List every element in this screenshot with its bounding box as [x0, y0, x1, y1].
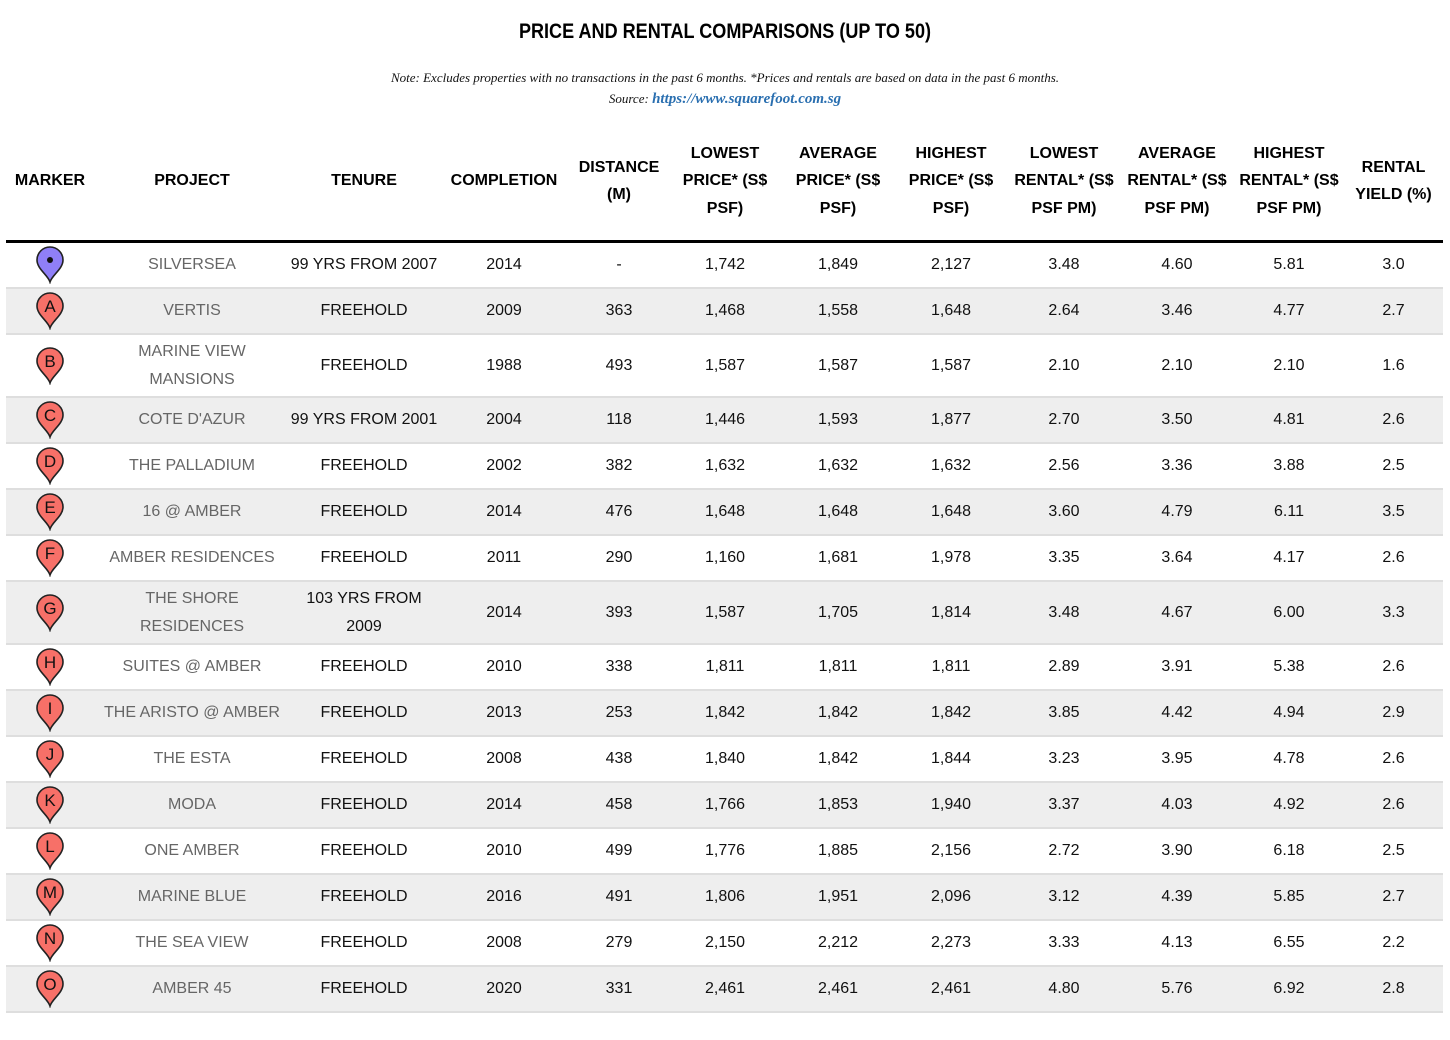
cell-project: AMBER RESIDENCES — [94, 535, 290, 581]
cell-average-rental: 3.91 — [1120, 644, 1234, 690]
cell-rental-yield: 3.3 — [1344, 581, 1443, 644]
table-row — [6, 920, 1443, 966]
comparison-table — [6, 122, 1443, 1013]
marker-cell — [6, 644, 94, 690]
cell-completion: 2011 — [438, 535, 570, 581]
cell-highest-price: 1,814 — [894, 581, 1008, 644]
cell-completion: 1988 — [438, 334, 570, 397]
marker-cell — [6, 242, 94, 289]
cell-completion: 2010 — [438, 828, 570, 874]
header-distance: DISTANCE (M) — [570, 122, 668, 242]
header-project: PROJECT — [94, 122, 290, 242]
cell-lowest-price: 1,632 — [668, 443, 782, 489]
cell-rental-yield: 2.5 — [1344, 443, 1443, 489]
marker-letter: A — [44, 297, 56, 316]
cell-lowest-price: 1,648 — [668, 489, 782, 535]
cell-project: THE ESTA — [94, 736, 290, 782]
marker-cell — [6, 334, 94, 397]
header-average-price: AVERAGE PRICE* (S$ PSF) — [782, 122, 894, 242]
cell-highest-price: 1,587 — [894, 334, 1008, 397]
cell-lowest-rental: 2.56 — [1008, 443, 1120, 489]
marker-letter: H — [43, 653, 57, 672]
cell-highest-rental: 6.55 — [1234, 920, 1344, 966]
cell-lowest-price: 1,160 — [668, 535, 782, 581]
table-row — [6, 443, 1443, 489]
marker-letter: C — [43, 406, 57, 425]
cell-highest-price: 1,632 — [894, 443, 1008, 489]
cell-highest-price: 2,127 — [894, 242, 1008, 289]
cell-highest-price: 2,273 — [894, 920, 1008, 966]
marker-letter: J — [45, 745, 55, 764]
map-pin-icon[interactable] — [35, 594, 65, 632]
table-row — [6, 828, 1443, 874]
cell-highest-rental: 4.17 — [1234, 535, 1344, 581]
marker-letter: E — [44, 498, 56, 517]
marker-letter: L — [45, 837, 55, 856]
cell-average-rental: 3.64 — [1120, 535, 1234, 581]
cell-lowest-rental: 3.60 — [1008, 489, 1120, 535]
cell-distance: 118 — [570, 397, 668, 443]
cell-rental-yield: 2.5 — [1344, 828, 1443, 874]
marker-cell — [6, 874, 94, 920]
page-title: PRICE AND RENTAL COMPARISONS (UP TO 50) — [518, 20, 932, 43]
cell-highest-price: 1,978 — [894, 535, 1008, 581]
cell-average-price: 1,632 — [782, 443, 894, 489]
cell-lowest-rental: 2.89 — [1008, 644, 1120, 690]
cell-highest-rental: 5.38 — [1234, 644, 1344, 690]
cell-average-price: 2,461 — [782, 966, 894, 1012]
cell-completion: 2014 — [438, 242, 570, 289]
table-row — [6, 736, 1443, 782]
cell-lowest-price: 1,776 — [668, 828, 782, 874]
subject-pin-icon[interactable] — [35, 246, 65, 284]
marker-letter: O — [43, 975, 57, 994]
cell-project: MODA — [94, 782, 290, 828]
header-highest-price: HIGHEST PRICE* (S$ PSF) — [894, 122, 1008, 242]
table-row — [6, 690, 1443, 736]
table-row — [6, 782, 1443, 828]
cell-tenure: 99 YRS FROM 2007 — [290, 242, 438, 289]
cell-highest-price: 1,811 — [894, 644, 1008, 690]
marker-letter: D — [43, 452, 57, 471]
cell-lowest-rental: 2.10 — [1008, 334, 1120, 397]
cell-tenure: FREEHOLD — [290, 782, 438, 828]
cell-distance: 491 — [570, 874, 668, 920]
map-pin-icon[interactable] — [35, 832, 65, 870]
marker-letter: I — [47, 699, 53, 718]
cell-rental-yield: 3.0 — [1344, 242, 1443, 289]
table-row — [6, 644, 1443, 690]
cell-highest-price: 2,156 — [894, 828, 1008, 874]
cell-highest-price: 2,461 — [894, 966, 1008, 1012]
map-pin-icon[interactable] — [35, 648, 65, 686]
header-marker: MARKER — [6, 122, 94, 242]
cell-rental-yield: 2.6 — [1344, 535, 1443, 581]
cell-average-price: 1,705 — [782, 581, 894, 644]
cell-tenure: FREEHOLD — [290, 535, 438, 581]
marker-cell — [6, 920, 94, 966]
cell-highest-rental: 4.77 — [1234, 288, 1344, 334]
cell-lowest-price: 2,150 — [668, 920, 782, 966]
cell-completion: 2010 — [438, 644, 570, 690]
cell-average-price: 1,587 — [782, 334, 894, 397]
cell-average-rental: 4.42 — [1120, 690, 1234, 736]
cell-rental-yield: 2.6 — [1344, 644, 1443, 690]
cell-rental-yield: 2.9 — [1344, 690, 1443, 736]
cell-highest-rental: 4.94 — [1234, 690, 1344, 736]
cell-distance: 476 — [570, 489, 668, 535]
table-body — [6, 242, 1443, 1013]
table-header-row — [6, 122, 1443, 242]
cell-lowest-rental: 3.37 — [1008, 782, 1120, 828]
marker-cell — [6, 489, 94, 535]
cell-rental-yield: 2.7 — [1344, 288, 1443, 334]
cell-lowest-rental: 3.48 — [1008, 581, 1120, 644]
cell-tenure: FREEHOLD — [290, 288, 438, 334]
cell-distance: 253 — [570, 690, 668, 736]
cell-lowest-price: 1,806 — [668, 874, 782, 920]
cell-rental-yield: 2.8 — [1344, 966, 1443, 1012]
header-tenure: TENURE — [290, 122, 438, 242]
cell-average-price: 1,811 — [782, 644, 894, 690]
map-pin-icon[interactable] — [35, 347, 65, 385]
cell-tenure: FREEHOLD — [290, 443, 438, 489]
cell-highest-rental: 4.81 — [1234, 397, 1344, 443]
cell-lowest-rental: 2.64 — [1008, 288, 1120, 334]
cell-highest-rental: 6.18 — [1234, 828, 1344, 874]
cell-rental-yield: 2.2 — [1344, 920, 1443, 966]
cell-lowest-rental: 3.48 — [1008, 242, 1120, 289]
cell-highest-price: 1,842 — [894, 690, 1008, 736]
cell-tenure: FREEHOLD — [290, 920, 438, 966]
cell-tenure: 99 YRS FROM 2001 — [290, 397, 438, 443]
cell-project: MARINE VIEW MANSIONS — [94, 334, 290, 397]
cell-project: THE SEA VIEW — [94, 920, 290, 966]
cell-lowest-price: 1,811 — [668, 644, 782, 690]
cell-project: VERTIS — [94, 288, 290, 334]
cell-distance: 499 — [570, 828, 668, 874]
marker-letter: N — [43, 929, 57, 948]
cell-lowest-price: 1,587 — [668, 334, 782, 397]
cell-average-price: 1,842 — [782, 690, 894, 736]
cell-tenure: 103 YRS FROM 2009 — [290, 581, 438, 644]
cell-distance: 458 — [570, 782, 668, 828]
cell-completion: 2014 — [438, 782, 570, 828]
table-row — [6, 288, 1443, 334]
source-line — [0, 90, 1450, 108]
cell-rental-yield: 1.6 — [1344, 334, 1443, 397]
cell-average-price: 1,648 — [782, 489, 894, 535]
cell-average-price: 1,558 — [782, 288, 894, 334]
cell-highest-price: 1,648 — [894, 288, 1008, 334]
cell-distance: 382 — [570, 443, 668, 489]
cell-highest-price: 1,844 — [894, 736, 1008, 782]
cell-highest-price: 2,096 — [894, 874, 1008, 920]
map-pin-icon[interactable] — [35, 539, 65, 577]
map-pin-icon[interactable] — [35, 924, 65, 962]
cell-distance: 438 — [570, 736, 668, 782]
cell-distance: 493 — [570, 334, 668, 397]
cell-average-rental: 3.95 — [1120, 736, 1234, 782]
cell-lowest-price: 1,446 — [668, 397, 782, 443]
cell-highest-rental: 3.88 — [1234, 443, 1344, 489]
map-pin-icon[interactable] — [35, 447, 65, 485]
table-row — [6, 489, 1443, 535]
cell-project: 16 @ AMBER — [94, 489, 290, 535]
cell-lowest-rental: 3.85 — [1008, 690, 1120, 736]
map-pin-icon[interactable] — [35, 292, 65, 330]
cell-highest-rental: 2.10 — [1234, 334, 1344, 397]
marker-letter: F — [44, 544, 56, 563]
cell-average-rental: 4.60 — [1120, 242, 1234, 289]
cell-lowest-rental: 3.33 — [1008, 920, 1120, 966]
cell-average-rental: 4.13 — [1120, 920, 1234, 966]
cell-completion: 2009 — [438, 288, 570, 334]
cell-lowest-price: 1,742 — [668, 242, 782, 289]
cell-lowest-price: 2,461 — [668, 966, 782, 1012]
cell-highest-price: 1,648 — [894, 489, 1008, 535]
cell-completion: 2014 — [438, 489, 570, 535]
marker-cell — [6, 288, 94, 334]
cell-tenure: FREEHOLD — [290, 489, 438, 535]
cell-rental-yield: 2.6 — [1344, 782, 1443, 828]
cell-completion: 2002 — [438, 443, 570, 489]
marker-cell — [6, 690, 94, 736]
cell-completion: 2016 — [438, 874, 570, 920]
cell-tenure: FREEHOLD — [290, 966, 438, 1012]
cell-completion: 2020 — [438, 966, 570, 1012]
cell-completion: 2014 — [438, 581, 570, 644]
cell-average-price: 1,842 — [782, 736, 894, 782]
cell-average-price: 2,212 — [782, 920, 894, 966]
cell-average-price: 1,885 — [782, 828, 894, 874]
marker-cell — [6, 581, 94, 644]
cell-lowest-rental: 2.70 — [1008, 397, 1120, 443]
cell-project: AMBER 45 — [94, 966, 290, 1012]
table-row — [6, 334, 1443, 397]
cell-tenure: FREEHOLD — [290, 874, 438, 920]
cell-highest-price: 1,940 — [894, 782, 1008, 828]
cell-lowest-rental: 2.72 — [1008, 828, 1120, 874]
cell-highest-rental: 4.92 — [1234, 782, 1344, 828]
map-pin-icon[interactable] — [35, 694, 65, 732]
header-lowest-price: LOWEST PRICE* (S$ PSF) — [668, 122, 782, 242]
cell-project: SUITES @ AMBER — [94, 644, 290, 690]
cell-average-price: 1,593 — [782, 397, 894, 443]
cell-lowest-rental: 4.80 — [1008, 966, 1120, 1012]
cell-average-rental: 3.90 — [1120, 828, 1234, 874]
map-pin-icon[interactable] — [35, 970, 65, 1008]
cell-highest-rental: 6.92 — [1234, 966, 1344, 1012]
cell-lowest-rental: 3.23 — [1008, 736, 1120, 782]
cell-highest-price: 1,877 — [894, 397, 1008, 443]
table-row — [6, 242, 1443, 289]
table-row — [6, 581, 1443, 644]
cell-tenure: FREEHOLD — [290, 690, 438, 736]
map-pin-icon[interactable] — [35, 786, 65, 824]
source-link[interactable]: https://www.squarefoot.com.sg — [652, 91, 842, 107]
cell-completion: 2004 — [438, 397, 570, 443]
cell-lowest-price: 1,842 — [668, 690, 782, 736]
table-row — [6, 874, 1443, 920]
cell-rental-yield: 2.7 — [1344, 874, 1443, 920]
map-pin-icon[interactable] — [35, 740, 65, 778]
cell-average-price: 1,951 — [782, 874, 894, 920]
cell-lowest-price: 1,840 — [668, 736, 782, 782]
cell-distance: 393 — [570, 581, 668, 644]
marker-cell — [6, 828, 94, 874]
map-pin-icon[interactable] — [35, 878, 65, 916]
cell-highest-rental: 4.78 — [1234, 736, 1344, 782]
cell-rental-yield: 2.6 — [1344, 736, 1443, 782]
cell-distance: 290 — [570, 535, 668, 581]
cell-tenure: FREEHOLD — [290, 644, 438, 690]
cell-average-price: 1,853 — [782, 782, 894, 828]
cell-average-rental: 4.79 — [1120, 489, 1234, 535]
cell-average-rental: 2.10 — [1120, 334, 1234, 397]
cell-rental-yield: 3.5 — [1344, 489, 1443, 535]
cell-lowest-price: 1,766 — [668, 782, 782, 828]
cell-distance: 331 — [570, 966, 668, 1012]
map-pin-icon[interactable] — [35, 401, 65, 439]
marker-letter: M — [42, 883, 58, 902]
cell-rental-yield: 2.6 — [1344, 397, 1443, 443]
marker-cell — [6, 443, 94, 489]
cell-average-rental: 4.39 — [1120, 874, 1234, 920]
source-label: Source: — [608, 91, 653, 106]
cell-distance: 338 — [570, 644, 668, 690]
marker-letter: K — [44, 791, 56, 810]
cell-completion: 2013 — [438, 690, 570, 736]
cell-project: THE PALLADIUM — [94, 443, 290, 489]
cell-project: MARINE BLUE — [94, 874, 290, 920]
cell-tenure: FREEHOLD — [290, 334, 438, 397]
cell-average-rental: 3.46 — [1120, 288, 1234, 334]
marker-letter: G — [43, 598, 57, 618]
cell-tenure: FREEHOLD — [290, 736, 438, 782]
table-row — [6, 397, 1443, 443]
cell-lowest-rental: 3.12 — [1008, 874, 1120, 920]
cell-distance: 279 — [570, 920, 668, 966]
marker-cell — [6, 782, 94, 828]
marker-cell — [6, 535, 94, 581]
cell-average-rental: 4.03 — [1120, 782, 1234, 828]
cell-lowest-rental: 3.35 — [1008, 535, 1120, 581]
cell-lowest-price: 1,587 — [668, 581, 782, 644]
table-row — [6, 966, 1443, 1012]
header-completion: COMPLETION — [438, 122, 570, 242]
marker-cell — [6, 966, 94, 1012]
header-rental-yield: RENTAL YIELD (%) — [1344, 122, 1443, 242]
cell-average-price: 1,849 — [782, 242, 894, 289]
cell-average-rental: 5.76 — [1120, 966, 1234, 1012]
marker-dot — [47, 257, 53, 263]
cell-distance: 363 — [570, 288, 668, 334]
map-pin-icon[interactable] — [35, 493, 65, 531]
cell-lowest-price: 1,468 — [668, 288, 782, 334]
cell-completion: 2008 — [438, 736, 570, 782]
cell-project: COTE D'AZUR — [94, 397, 290, 443]
cell-average-rental: 3.50 — [1120, 397, 1234, 443]
header-highest-rental: HIGHEST RENTAL* (S$ PSF PM) — [1234, 122, 1344, 242]
cell-highest-rental: 5.81 — [1234, 242, 1344, 289]
marker-cell — [6, 397, 94, 443]
table-note: Note: Excludes properties with no transactions in the past 6 months. *Prices and rentals are based on data in the past 6 months. — [390, 70, 1059, 85]
cell-highest-rental: 5.85 — [1234, 874, 1344, 920]
cell-project: THE ARISTO @ AMBER — [94, 690, 290, 736]
cell-tenure: FREEHOLD — [290, 828, 438, 874]
cell-completion: 2008 — [438, 920, 570, 966]
cell-average-rental: 4.67 — [1120, 581, 1234, 644]
cell-highest-rental: 6.11 — [1234, 489, 1344, 535]
cell-project: THE SHORE RESIDENCES — [94, 581, 290, 644]
cell-average-rental: 3.36 — [1120, 443, 1234, 489]
header-average-rental: AVERAGE RENTAL* (S$ PSF PM) — [1120, 122, 1234, 242]
table-row — [6, 535, 1443, 581]
cell-distance: - — [570, 242, 668, 289]
cell-highest-rental: 6.00 — [1234, 581, 1344, 644]
cell-project: SILVERSEA — [94, 242, 290, 289]
marker-cell — [6, 736, 94, 782]
cell-average-price: 1,681 — [782, 535, 894, 581]
marker-letter: B — [44, 351, 56, 371]
cell-project: ONE AMBER — [94, 828, 290, 874]
header-lowest-rental: LOWEST RENTAL* (S$ PSF PM) — [1008, 122, 1120, 242]
